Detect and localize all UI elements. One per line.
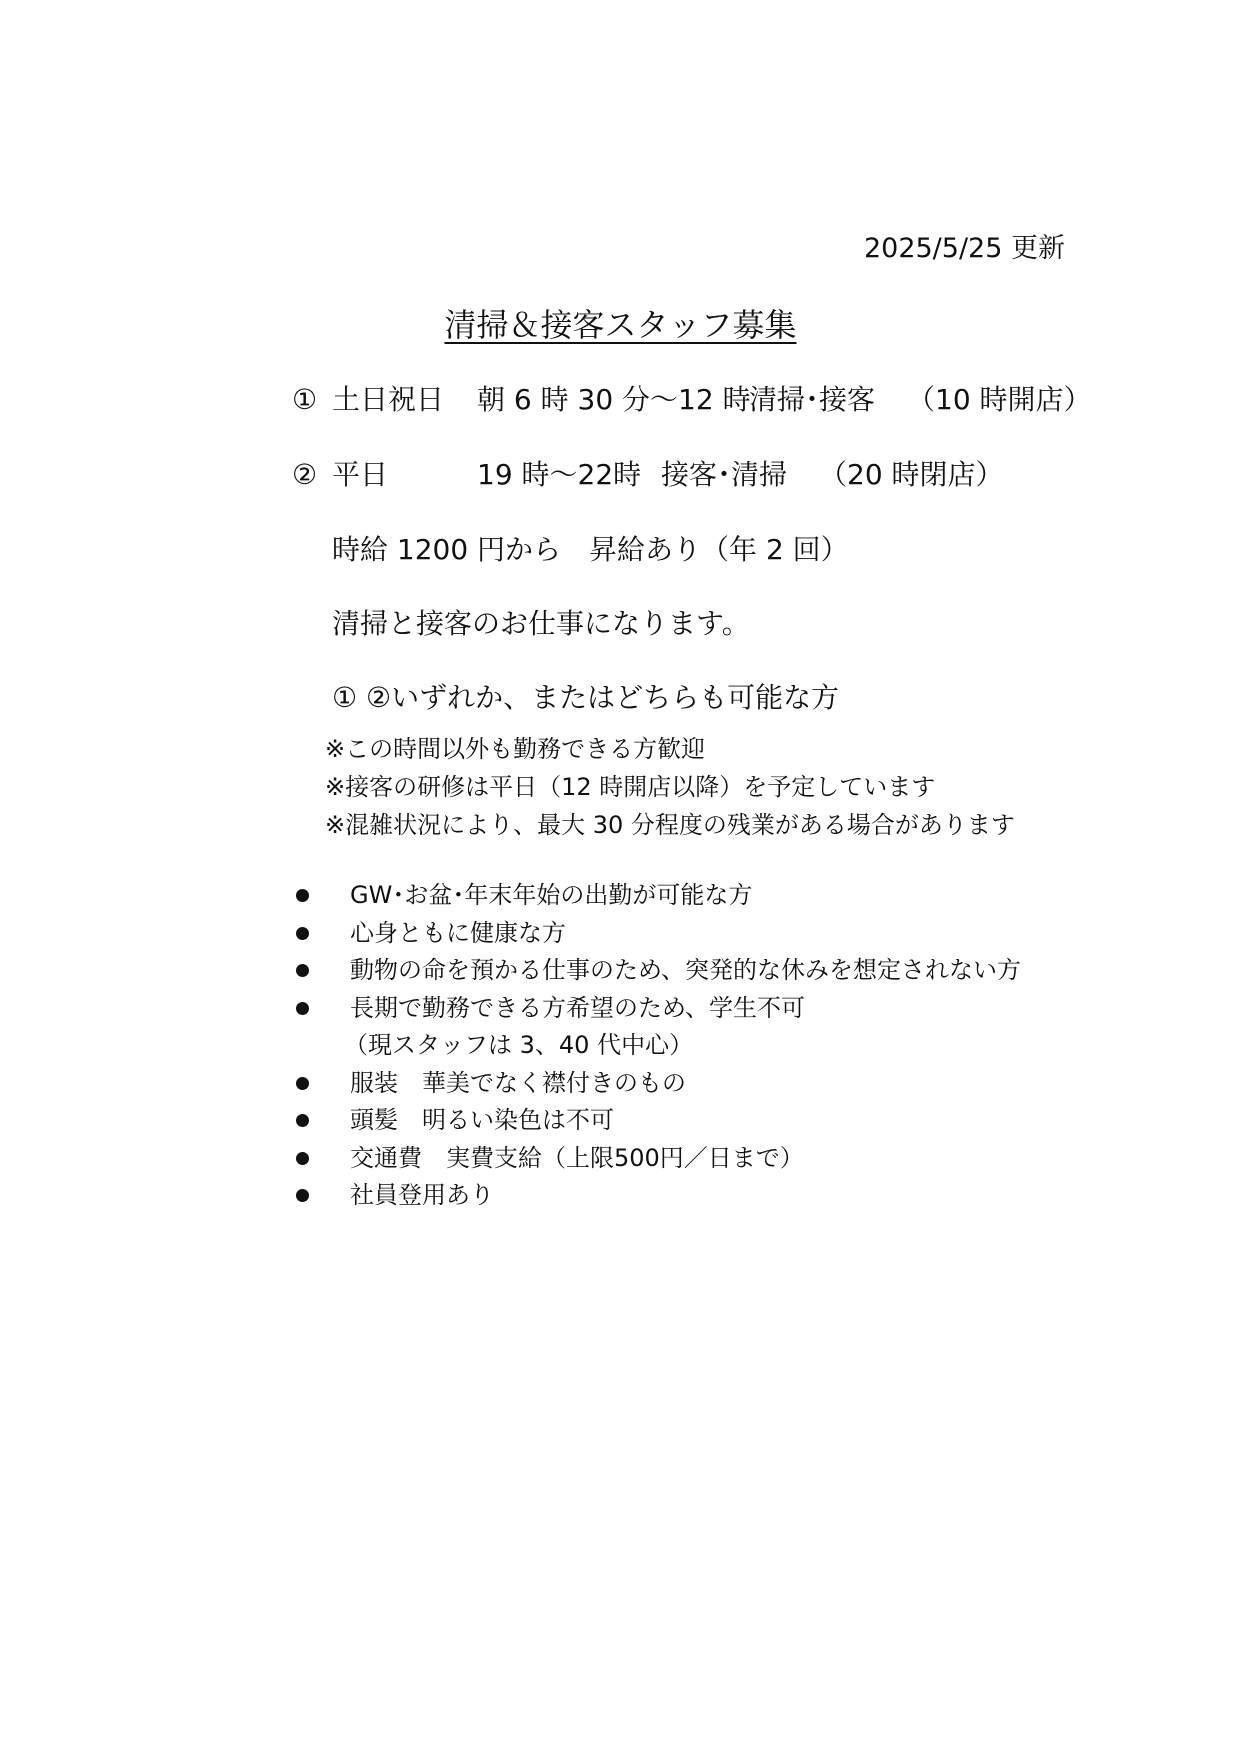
requirement-text: 長期で勤務できる方希望のため、学生不可 xyxy=(350,993,806,1022)
updated-date: 2025/5/25 更新 xyxy=(863,233,1065,264)
note-item: ※この時間以外も勤務できる方歓迎 xyxy=(325,735,706,763)
shift-days: 平日 xyxy=(332,458,389,491)
requirement-item xyxy=(292,877,1021,915)
note-item: ※混雑状況により、最大 30 分程度の残業がある場合があります xyxy=(325,811,1015,839)
requirement-item xyxy=(292,952,1021,990)
shift-task: 接客･清掃 xyxy=(661,458,788,491)
requirement-item xyxy=(292,1140,1021,1178)
shift-time: 朝 6 時 30 分～12 時 xyxy=(477,383,751,416)
requirement-text: GW･お盆･年末年始の出勤が可能な方 xyxy=(350,881,753,909)
bullet-icon xyxy=(296,1002,309,1015)
bullet-icon xyxy=(296,1114,309,1127)
requirement-text: 交通費 実費支給（上限500円／日まで） xyxy=(350,1143,804,1172)
requirement-item xyxy=(292,990,1021,1028)
requirement-item xyxy=(292,1065,1021,1103)
shift-number: ② xyxy=(292,458,318,491)
bullet-icon xyxy=(296,889,309,902)
bullet-icon xyxy=(296,927,309,940)
requirement-text: 動物の命を預かる仕事のため、突発的な休みを想定されない方 xyxy=(350,956,1022,984)
bullet-icon xyxy=(296,964,309,977)
bullet-icon xyxy=(296,1189,309,1202)
shift-days: 土日祝日 xyxy=(332,383,445,416)
notes-list xyxy=(325,730,1015,844)
requirement-subnote xyxy=(292,1027,1021,1065)
duty-info: 清掃と接客のお仕事になります。 xyxy=(332,607,750,640)
shift-number: ① xyxy=(292,383,318,416)
requirement-text: 頭髪 明るい染色は不可 xyxy=(350,1106,614,1134)
requirement-text: 服装 華美でなく襟付きのもの xyxy=(350,1068,686,1097)
requirement-text: 心身ともに健康な方 xyxy=(350,918,566,947)
wage-info: 時給 1200 円から 昇給あり（年 2 回） xyxy=(332,533,849,566)
shift-note: （20 時閉店） xyxy=(819,458,1004,491)
requirement-item xyxy=(292,915,1021,953)
requirement-item xyxy=(292,1177,1021,1215)
availability-info: ① ②いずれか、またはどちらも可能な方 xyxy=(332,681,840,714)
page-title xyxy=(0,300,1241,346)
bullet-icon xyxy=(296,1152,309,1165)
page-title-text: 清掃＆接客スタッフ募集 xyxy=(444,306,797,344)
requirement-text: 社員登用あり xyxy=(350,1181,494,1209)
shift-task: 清掃･接客 xyxy=(749,383,876,416)
requirement-item xyxy=(292,1102,1021,1140)
bullet-icon xyxy=(296,1077,309,1090)
shift-time: 19 時～22時 xyxy=(477,458,642,491)
shift-note: （10 時開店） xyxy=(907,383,1092,416)
shift-weekday xyxy=(292,453,1004,493)
shift-weekend xyxy=(292,378,1092,418)
note-item: ※接客の研修は平日（12 時開店以降）を予定しています xyxy=(325,773,936,801)
requirements-list xyxy=(292,877,1021,1215)
requirement-text: （現スタッフは 3、40 代中心） xyxy=(344,1031,694,1059)
